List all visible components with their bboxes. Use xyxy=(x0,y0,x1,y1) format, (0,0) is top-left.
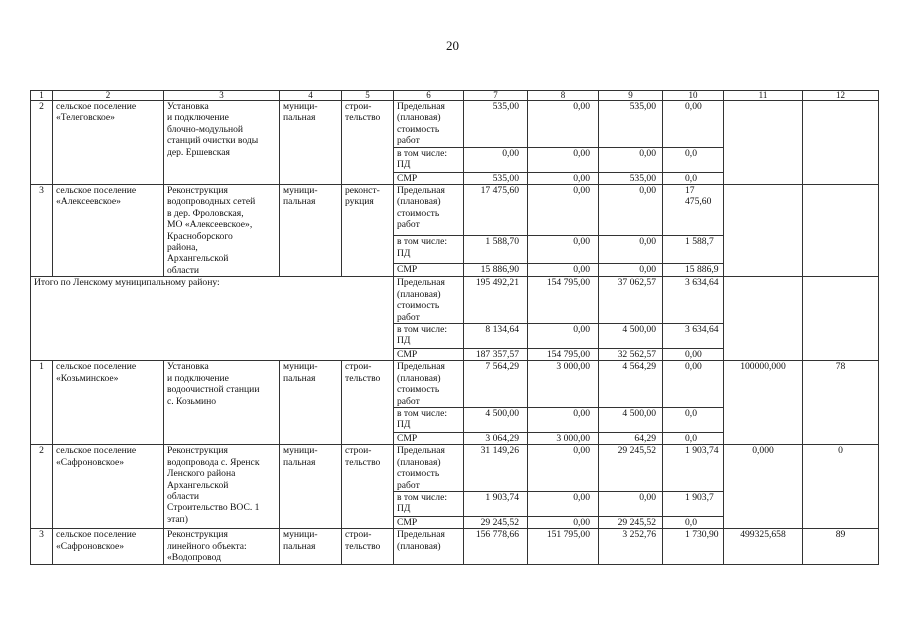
value-col-9: 0,00 xyxy=(599,147,663,172)
cost-label: в том числе: ПД xyxy=(394,407,464,432)
value-col-10: 0,0 xyxy=(663,516,724,528)
value-col-9: 32 562,57 xyxy=(599,348,663,360)
value-col-7: 3 064,29 xyxy=(464,432,528,444)
value-col-7: 29 245,52 xyxy=(464,516,528,528)
work-type: строи- тельство xyxy=(342,445,394,529)
value-col-8: 3 000,00 xyxy=(528,361,599,408)
settlement-name: сельское поселение «Козьминское» xyxy=(53,361,164,445)
value-col-10: 1 730,90 xyxy=(663,529,724,564)
cost-label: в том числе: ПД xyxy=(394,147,464,172)
ownership-type: муници- пальная xyxy=(280,185,342,277)
value-col-8: 0,00 xyxy=(528,491,599,516)
column-number-cell: 5 xyxy=(342,91,394,101)
cost-label: СМР xyxy=(394,263,464,277)
value-col-11: 499325,658 xyxy=(724,529,803,564)
value-col-9: 4 500,00 xyxy=(599,323,663,348)
value-col-10: 0,00 xyxy=(663,348,724,360)
value-col-7: 156 778,66 xyxy=(464,529,528,564)
cost-label: в том числе: ПД xyxy=(394,323,464,348)
value-col-11 xyxy=(724,277,803,361)
value-col-8: 154 795,00 xyxy=(528,277,599,324)
value-col-10: 1 903,74 xyxy=(663,445,724,492)
table-row xyxy=(31,445,879,492)
column-number-cell: 6 xyxy=(394,91,464,101)
value-col-11 xyxy=(724,185,803,277)
value-col-12 xyxy=(803,185,879,277)
work-type: строи- тельство xyxy=(342,529,394,564)
page-number: 20 xyxy=(446,38,459,53)
cost-label: Предельная (плановая) стоимость работ xyxy=(394,277,464,324)
settlement-name: сельское поселение «Алексеевское» xyxy=(53,185,164,277)
value-col-8: 151 795,00 xyxy=(528,529,599,564)
object-name: Установка и подключение водоочистной станции с. Козьмино xyxy=(164,361,280,445)
value-col-8: 0,00 xyxy=(528,516,599,528)
value-col-12: 89 xyxy=(803,529,879,564)
column-number-cell: 12 xyxy=(803,91,879,101)
value-col-9: 535,00 xyxy=(599,172,663,184)
value-col-10: 15 886,9 xyxy=(663,263,724,277)
value-col-9: 29 245,52 xyxy=(599,516,663,528)
row-number: 1 xyxy=(31,361,53,445)
cost-table xyxy=(30,90,879,565)
settlement-name: сельское поселение «Телеговское» xyxy=(53,101,164,185)
cost-label: Предельная (плановая) стоимость работ xyxy=(394,185,464,236)
cost-label: СМР xyxy=(394,432,464,444)
value-col-9: 0,00 xyxy=(599,263,663,277)
column-number-cell: 4 xyxy=(280,91,342,101)
value-col-8: 0,00 xyxy=(528,323,599,348)
value-col-11 xyxy=(724,101,803,185)
value-col-7: 187 357,57 xyxy=(464,348,528,360)
column-number-cell: 10 xyxy=(663,91,724,101)
value-col-9: 0,00 xyxy=(599,236,663,263)
value-col-7: 195 492,21 xyxy=(464,277,528,324)
object-name: Установка и подключение блочно-модульной станций очистки воды дер. Ершевская xyxy=(164,101,280,185)
object-name: Реконструкция линейного объекта: «Водопровод xyxy=(164,529,280,564)
cost-label: СМР xyxy=(394,348,464,360)
value-col-10: 17 475,60 xyxy=(663,185,724,236)
value-col-12 xyxy=(803,101,879,185)
value-col-7: 535,00 xyxy=(464,101,528,148)
value-col-9: 4 500,00 xyxy=(599,407,663,432)
work-type: строи- тельство xyxy=(342,361,394,445)
value-col-11: 100000,000 xyxy=(724,361,803,445)
value-col-8: 0,00 xyxy=(528,147,599,172)
value-col-10: 0,0 xyxy=(663,432,724,444)
value-col-8: 0,00 xyxy=(528,263,599,277)
value-col-9: 4 564,29 xyxy=(599,361,663,408)
value-col-9: 37 062,57 xyxy=(599,277,663,324)
cost-label: Предельная (плановая) стоимость работ xyxy=(394,445,464,492)
value-col-10: 0,0 xyxy=(663,407,724,432)
value-col-7: 15 886,90 xyxy=(464,263,528,277)
value-col-8: 0,00 xyxy=(528,407,599,432)
ownership-type: муници- пальная xyxy=(280,529,342,564)
value-col-7: 0,00 xyxy=(464,147,528,172)
value-col-8: 0,00 xyxy=(528,101,599,148)
value-col-10: 3 634,64 xyxy=(663,323,724,348)
row-number: 2 xyxy=(31,445,53,529)
cost-label: Предельная (плановая) стоимость работ xyxy=(394,361,464,408)
value-col-8: 0,00 xyxy=(528,445,599,492)
column-number-cell: 1 xyxy=(31,91,53,101)
ownership-type: муници- пальная xyxy=(280,361,342,445)
value-col-7: 17 475,60 xyxy=(464,185,528,236)
column-number-cell: 2 xyxy=(53,91,164,101)
object-name: Реконструкция водопроводных сетей в дер. Фроловская, МО «Алексеевское», Красноборского района, Архангельской области xyxy=(164,185,280,277)
value-col-9: 0,00 xyxy=(599,491,663,516)
value-col-11: 0,000 xyxy=(724,445,803,529)
cost-label: в том числе: ПД xyxy=(394,491,464,516)
value-col-8: 0,00 xyxy=(528,172,599,184)
table-row xyxy=(31,185,879,236)
row-number: 3 xyxy=(31,529,53,564)
cost-label: Предельная (плановая) xyxy=(394,529,464,564)
cost-label: Предельная (плановая) стоимость работ xyxy=(394,101,464,148)
row-number: 3 xyxy=(31,185,53,277)
value-col-10: 1 903,7 xyxy=(663,491,724,516)
column-number-row xyxy=(31,91,879,101)
settlement-name: сельское поселение «Сафроновское» xyxy=(53,445,164,529)
value-col-8: 3 000,00 xyxy=(528,432,599,444)
table-row xyxy=(31,361,879,408)
value-col-10: 0,00 xyxy=(663,101,724,148)
value-col-9: 29 245,52 xyxy=(599,445,663,492)
value-col-7: 8 134,64 xyxy=(464,323,528,348)
value-col-7: 1 903,74 xyxy=(464,491,528,516)
cost-label: СМР xyxy=(394,516,464,528)
row-number: 2 xyxy=(31,101,53,185)
object-name: Реконструкция водопровода с. Яренск Ленского района Архангельской области Строительство ВОС. 1 этап) xyxy=(164,445,280,529)
table-row xyxy=(31,529,879,564)
value-col-9: 3 252,76 xyxy=(599,529,663,564)
value-col-8: 0,00 xyxy=(528,236,599,263)
value-col-7: 535,00 xyxy=(464,172,528,184)
column-number-cell: 9 xyxy=(599,91,663,101)
column-number-cell: 11 xyxy=(724,91,803,101)
value-col-12: 78 xyxy=(803,361,879,445)
value-col-9: 64,29 xyxy=(599,432,663,444)
value-col-10: 1 588,7 xyxy=(663,236,724,263)
column-number-cell: 7 xyxy=(464,91,528,101)
value-col-8: 0,00 xyxy=(528,185,599,236)
work-type: реконст- рукция xyxy=(342,185,394,277)
ownership-type: муници- пальная xyxy=(280,101,342,185)
value-col-10: 0,00 xyxy=(663,361,724,408)
value-col-12 xyxy=(803,277,879,361)
total-label: Итого по Ленскому муниципальному району: xyxy=(31,277,394,361)
value-col-10: 0,0 xyxy=(663,147,724,172)
ownership-type: муници- пальная xyxy=(280,445,342,529)
table-row xyxy=(31,277,879,324)
value-col-9: 0,00 xyxy=(599,185,663,236)
cost-label: СМР xyxy=(394,172,464,184)
value-col-7: 1 588,70 xyxy=(464,236,528,263)
column-number-cell: 3 xyxy=(164,91,280,101)
settlement-name: сельское поселение «Сафроновское» xyxy=(53,529,164,564)
work-type: строи- тельство xyxy=(342,101,394,185)
cost-label: в том числе: ПД xyxy=(394,236,464,263)
value-col-12: 0 xyxy=(803,445,879,529)
table-row xyxy=(31,101,879,148)
value-col-7: 7 564,29 xyxy=(464,361,528,408)
value-col-8: 154 795,00 xyxy=(528,348,599,360)
column-number-cell: 8 xyxy=(528,91,599,101)
value-col-7: 31 149,26 xyxy=(464,445,528,492)
value-col-9: 535,00 xyxy=(599,101,663,148)
value-col-10: 0,0 xyxy=(663,172,724,184)
value-col-10: 3 634,64 xyxy=(663,277,724,324)
value-col-7: 4 500,00 xyxy=(464,407,528,432)
